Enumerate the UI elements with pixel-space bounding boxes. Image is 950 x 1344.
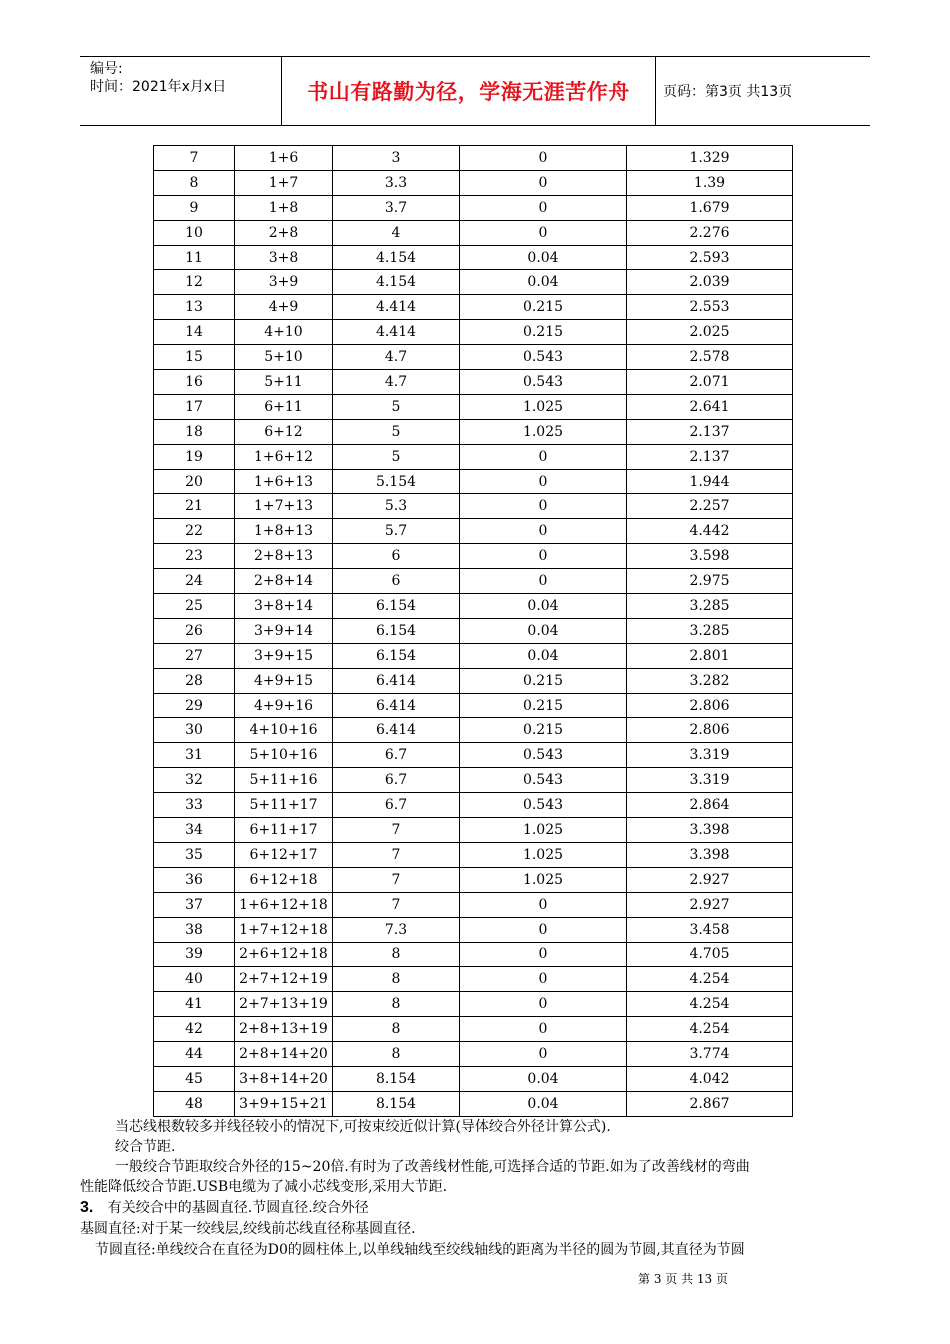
table-cell: 35 (154, 842, 235, 867)
table-cell: 4+10+16 (235, 718, 333, 743)
table-cell: 1+8 (235, 195, 333, 220)
table-row (154, 494, 793, 519)
paragraph-lay-pitch-heading: 绞合节距. (115, 1139, 176, 1155)
table-cell: 1.944 (627, 469, 793, 494)
header-page-info: 页码：第3页 共13页 (663, 84, 793, 100)
table-cell: 45 (154, 1066, 235, 1091)
table-row (154, 220, 793, 245)
table-cell: 6 (333, 544, 460, 569)
table-cell: 3.598 (627, 544, 793, 569)
table-cell: 8 (154, 170, 235, 195)
table-cell: 3.285 (627, 618, 793, 643)
table-cell: 0.04 (460, 643, 627, 668)
table-cell: 0 (460, 967, 627, 992)
table-cell: 0.215 (460, 668, 627, 693)
table-row (154, 668, 793, 693)
table-cell: 2+8 (235, 220, 333, 245)
table-cell: 40 (154, 967, 235, 992)
table-cell: 1.679 (627, 195, 793, 220)
table-cell: 1+8+13 (235, 519, 333, 544)
table-cell: 1.025 (460, 867, 627, 892)
table-cell: 5.154 (333, 469, 460, 494)
section-number: 3. (80, 1199, 94, 1216)
table-cell: 1+6+12+18 (235, 892, 333, 917)
table-cell: 20 (154, 469, 235, 494)
table-cell: 3.458 (627, 917, 793, 942)
table-cell: 2.867 (627, 1091, 793, 1116)
paragraph-pitch-diameter: 节圆直径:单线绞合在直径为D0的圆柱体上,以单线轴线至绞线轴线的距离为半径的圆为节圆,其直径为节圆 (95, 1242, 745, 1258)
table-cell: 7 (333, 892, 460, 917)
table-cell: 0.215 (460, 718, 627, 743)
table-cell: 4.154 (333, 270, 460, 295)
table-cell: 4 (333, 220, 460, 245)
table-cell: 2.864 (627, 793, 793, 818)
table-cell: 29 (154, 693, 235, 718)
table-cell: 1+7+13 (235, 494, 333, 519)
table-cell: 1.025 (460, 394, 627, 419)
table-cell: 6.154 (333, 618, 460, 643)
table-cell: 42 (154, 1017, 235, 1042)
table-cell: 2+7+13+19 (235, 992, 333, 1017)
table-row (154, 793, 793, 818)
table-cell: 1.39 (627, 170, 793, 195)
table-cell: 6.414 (333, 718, 460, 743)
table-row (154, 917, 793, 942)
table-cell: 5.7 (333, 519, 460, 544)
table-cell: 2+8+13+19 (235, 1017, 333, 1042)
table-cell: 7.3 (333, 917, 460, 942)
table-cell: 8.154 (333, 1091, 460, 1116)
table-cell: 6 (333, 569, 460, 594)
table-cell: 6+11 (235, 394, 333, 419)
paragraph-lay-pitch-line1: 一般绞合节距取绞合外径的15~20倍.有时为了改善线材性能,可选择合适的节距.如为了改善线材的弯曲 (115, 1159, 750, 1175)
table-row (154, 967, 793, 992)
table-cell: 8 (333, 992, 460, 1017)
table-row (154, 469, 793, 494)
table-row (154, 867, 793, 892)
table-cell: 3+9+14 (235, 618, 333, 643)
strand-table (153, 145, 793, 1117)
header-number-label: 编号: (90, 61, 123, 77)
table-cell: 3 (333, 146, 460, 171)
table-cell: 2.806 (627, 693, 793, 718)
table-row (154, 444, 793, 469)
table-cell: 4+9+16 (235, 693, 333, 718)
table-row (154, 270, 793, 295)
table-cell: 2.039 (627, 270, 793, 295)
table-cell: 1+7+12+18 (235, 917, 333, 942)
table-cell: 6+12+17 (235, 842, 333, 867)
table-row (154, 394, 793, 419)
table-cell: 1.329 (627, 146, 793, 171)
table-cell: 7 (333, 867, 460, 892)
table-row (154, 569, 793, 594)
table-cell: 5 (333, 419, 460, 444)
table-cell: 6+12 (235, 419, 333, 444)
table-row (154, 320, 793, 345)
table-cell: 1.025 (460, 419, 627, 444)
table-cell: 34 (154, 818, 235, 843)
table-cell: 0 (460, 519, 627, 544)
table-row (154, 370, 793, 395)
table-cell: 9 (154, 195, 235, 220)
table-row (154, 768, 793, 793)
table-row (154, 594, 793, 619)
table-cell: 12 (154, 270, 235, 295)
header-meta (90, 60, 226, 96)
table-cell: 0 (460, 220, 627, 245)
table-cell: 0 (460, 1042, 627, 1067)
table-cell: 0 (460, 892, 627, 917)
table-row (154, 295, 793, 320)
table-row (154, 892, 793, 917)
table-cell: 23 (154, 544, 235, 569)
table-cell: 6.7 (333, 793, 460, 818)
table-cell: 27 (154, 643, 235, 668)
table-cell: 2.801 (627, 643, 793, 668)
table-row (154, 170, 793, 195)
table-cell: 3+9+15 (235, 643, 333, 668)
table-cell: 2.927 (627, 867, 793, 892)
table-cell: 0.543 (460, 345, 627, 370)
table-cell: 38 (154, 917, 235, 942)
table-cell: 5 (333, 394, 460, 419)
table-row (154, 419, 793, 444)
header-time-label: 时间：2021年x月x日 (90, 79, 227, 95)
table-row (154, 146, 793, 171)
header-slogan: 书山有路勤为径，学海无涯苦作舟 (307, 80, 630, 104)
table-cell: 2.975 (627, 569, 793, 594)
table-cell: 3.285 (627, 594, 793, 619)
table-cell: 30 (154, 718, 235, 743)
table-cell: 1+6+12 (235, 444, 333, 469)
table-cell: 0 (460, 195, 627, 220)
table-cell: 7 (333, 842, 460, 867)
table-cell: 3.7 (333, 195, 460, 220)
table-cell: 6+12+18 (235, 867, 333, 892)
table-cell: 3.398 (627, 842, 793, 867)
table-cell: 0 (460, 917, 627, 942)
table-cell: 0.04 (460, 245, 627, 270)
table-cell: 31 (154, 743, 235, 768)
table-cell: 6.7 (333, 768, 460, 793)
table-cell: 33 (154, 793, 235, 818)
table-cell: 4.7 (333, 345, 460, 370)
table-cell: 2.137 (627, 444, 793, 469)
table-cell: 1.025 (460, 818, 627, 843)
table-cell: 3+8+14 (235, 594, 333, 619)
table-cell: 5+11+16 (235, 768, 333, 793)
table-cell: 7 (154, 146, 235, 171)
table-cell: 6.414 (333, 693, 460, 718)
table-cell: 3.282 (627, 668, 793, 693)
paragraph-base-diameter: 基圆直径:对于某一绞线层,绞线前芯线直径称基圆直径. (80, 1221, 416, 1237)
table-row (154, 818, 793, 843)
table-row (154, 718, 793, 743)
paragraph-lay-pitch-line2: 性能降低绞合节距.USB电缆为了减小芯线变形,采用大节距. (80, 1179, 448, 1195)
table-cell: 2.641 (627, 394, 793, 419)
table-cell: 10 (154, 220, 235, 245)
table-cell: 3+8 (235, 245, 333, 270)
table-cell: 2+8+14 (235, 569, 333, 594)
table-cell: 2+6+12+18 (235, 942, 333, 967)
table-cell: 2.578 (627, 345, 793, 370)
table-cell: 4+9 (235, 295, 333, 320)
table-cell: 28 (154, 668, 235, 693)
table-cell: 3+9+15+21 (235, 1091, 333, 1116)
table-cell: 4.254 (627, 1017, 793, 1042)
table-cell: 11 (154, 245, 235, 270)
table-cell: 4.042 (627, 1066, 793, 1091)
table-cell: 2.276 (627, 220, 793, 245)
table-cell: 39 (154, 942, 235, 967)
table-cell: 24 (154, 569, 235, 594)
table-cell: 2+7+12+19 (235, 967, 333, 992)
table-row (154, 992, 793, 1017)
table-row (154, 693, 793, 718)
table-cell: 6.154 (333, 643, 460, 668)
table-cell: 0.04 (460, 1066, 627, 1091)
table-cell: 4.254 (627, 967, 793, 992)
table-cell: 2+8+14+20 (235, 1042, 333, 1067)
table-cell: 18 (154, 419, 235, 444)
table-row (154, 245, 793, 270)
table-cell: 3+9 (235, 270, 333, 295)
table-cell: 0.04 (460, 270, 627, 295)
table-cell: 2.137 (627, 419, 793, 444)
table-cell: 0.04 (460, 1091, 627, 1116)
paragraph-bundle-note: 当芯线根数较多并线径较小的情况下,可按束绞近似计算(导体绞合外径计算公式). (115, 1119, 611, 1135)
table-row (154, 195, 793, 220)
table-cell: 44 (154, 1042, 235, 1067)
table-cell: 0.543 (460, 743, 627, 768)
table-cell: 19 (154, 444, 235, 469)
table-cell: 0 (460, 942, 627, 967)
table-cell: 0 (460, 494, 627, 519)
table-cell: 4.705 (627, 942, 793, 967)
page-header (80, 56, 870, 126)
table-row (154, 345, 793, 370)
table-cell: 8 (333, 1017, 460, 1042)
table-cell: 0 (460, 444, 627, 469)
table-row (154, 643, 793, 668)
table-cell: 21 (154, 494, 235, 519)
table-cell: 3.3 (333, 170, 460, 195)
table-cell: 0.215 (460, 320, 627, 345)
table-row (154, 1091, 793, 1116)
page-footer: 第 3 页 共 13 页 (638, 1272, 728, 1286)
table-cell: 3.319 (627, 768, 793, 793)
strand-table-body (154, 146, 793, 1117)
table-cell: 48 (154, 1091, 235, 1116)
table-cell: 5+10 (235, 345, 333, 370)
table-cell: 3+8+14+20 (235, 1066, 333, 1091)
table-cell: 5.3 (333, 494, 460, 519)
table-cell: 0 (460, 1017, 627, 1042)
table-cell: 37 (154, 892, 235, 917)
table-cell: 2.071 (627, 370, 793, 395)
table-cell: 2.593 (627, 245, 793, 270)
table-cell: 4.414 (333, 295, 460, 320)
table-cell: 5+11+17 (235, 793, 333, 818)
table-cell: 0 (460, 544, 627, 569)
table-cell: 14 (154, 320, 235, 345)
table-cell: 2+8+13 (235, 544, 333, 569)
table-cell: 2.257 (627, 494, 793, 519)
table-cell: 0 (460, 569, 627, 594)
table-cell: 7 (333, 818, 460, 843)
table-cell: 1.025 (460, 842, 627, 867)
table-cell: 26 (154, 618, 235, 643)
table-cell: 1+7 (235, 170, 333, 195)
table-cell: 2.806 (627, 718, 793, 743)
section-title: 有关绞合中的基圆直径.节圆直径.绞合外径 (107, 1200, 369, 1216)
table-row (154, 743, 793, 768)
table-row (154, 544, 793, 569)
table-row (154, 519, 793, 544)
table-cell: 5+10+16 (235, 743, 333, 768)
table-row (154, 942, 793, 967)
table-cell: 4.414 (333, 320, 460, 345)
table-cell: 17 (154, 394, 235, 419)
table-cell: 0 (460, 992, 627, 1017)
table-cell: 5 (333, 444, 460, 469)
table-cell: 0.215 (460, 693, 627, 718)
section-heading (80, 1198, 369, 1218)
table-cell: 8 (333, 942, 460, 967)
table-cell: 0 (460, 469, 627, 494)
table-cell: 4.154 (333, 245, 460, 270)
table-cell: 5+11 (235, 370, 333, 395)
table-cell: 0.543 (460, 793, 627, 818)
table-cell: 41 (154, 992, 235, 1017)
table-cell: 0 (460, 170, 627, 195)
table-cell: 4.7 (333, 370, 460, 395)
table-cell: 0.543 (460, 370, 627, 395)
table-row (154, 1017, 793, 1042)
table-cell: 36 (154, 867, 235, 892)
table-cell: 8.154 (333, 1066, 460, 1091)
table-cell: 2.927 (627, 892, 793, 917)
table-cell: 8 (333, 967, 460, 992)
table-cell: 0.215 (460, 295, 627, 320)
table-cell: 3.398 (627, 818, 793, 843)
table-cell: 1+6+13 (235, 469, 333, 494)
table-cell: 16 (154, 370, 235, 395)
table-cell: 3.774 (627, 1042, 793, 1067)
table-cell: 22 (154, 519, 235, 544)
table-row (154, 842, 793, 867)
table-cell: 13 (154, 295, 235, 320)
table-cell: 15 (154, 345, 235, 370)
table-row (154, 1066, 793, 1091)
table-cell: 8 (333, 1042, 460, 1067)
table-cell: 25 (154, 594, 235, 619)
table-row (154, 618, 793, 643)
table-cell: 6.7 (333, 743, 460, 768)
table-cell: 4+10 (235, 320, 333, 345)
table-cell: 6+11+17 (235, 818, 333, 843)
table-cell: 32 (154, 768, 235, 793)
table-cell: 2.553 (627, 295, 793, 320)
table-cell: 3.319 (627, 743, 793, 768)
header-divider-right (655, 57, 656, 125)
table-cell: 4.442 (627, 519, 793, 544)
table-cell: 4.254 (627, 992, 793, 1017)
table-cell: 6.154 (333, 594, 460, 619)
table-cell: 0.04 (460, 618, 627, 643)
table-cell: 0.543 (460, 768, 627, 793)
table-cell: 1+6 (235, 146, 333, 171)
table-cell: 2.025 (627, 320, 793, 345)
table-cell: 0 (460, 146, 627, 171)
table-row (154, 1042, 793, 1067)
table-cell: 4+9+15 (235, 668, 333, 693)
table-cell: 6.414 (333, 668, 460, 693)
table-cell: 0.04 (460, 594, 627, 619)
